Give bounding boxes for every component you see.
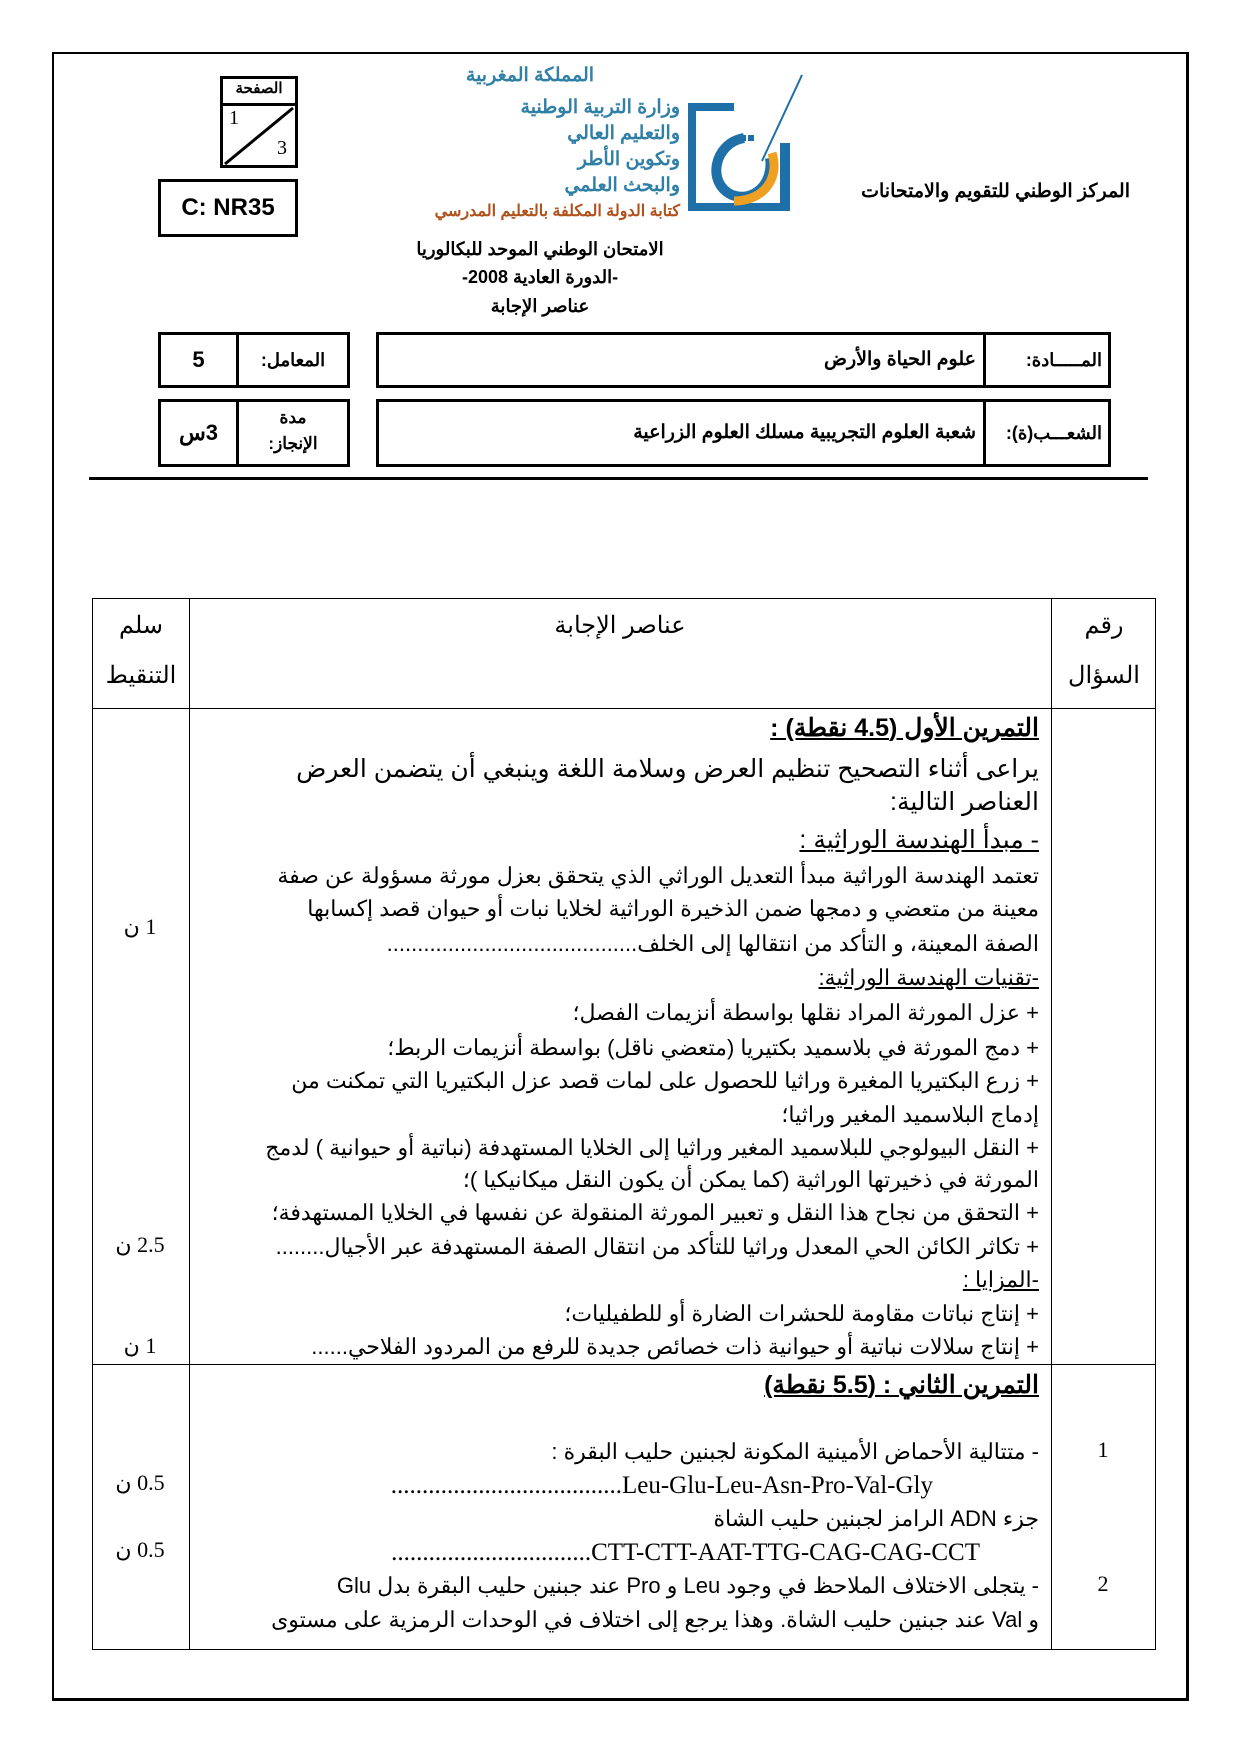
ministry-line: وزارة التربية الوطنية (520, 97, 680, 118)
duration-label: مدة (279, 408, 307, 427)
subject-box (376, 332, 1111, 388)
sequence-line: ................................CTT-CTT-AAT-TTG-CAG-CAG-CCT (391, 1539, 980, 1566)
score-value: 0.5 ن (115, 1537, 165, 1562)
score-column-header: التنقيط (105, 662, 177, 689)
answer-line: + إنتاج نباتات مقاومة للحشرات الضارة أو للطفيليات؛ (564, 1301, 1039, 1326)
score-value: 1 ن (123, 1333, 157, 1358)
answer-line: يراعى أثناء التصحيح تنظيم العرض وسلامة اللغة وينبغي أن يتضمن العرض (296, 755, 1039, 783)
answer-line: إدماج البلاسميد المغير وراثيا؛ (781, 1102, 1039, 1127)
header-divider (89, 477, 1148, 480)
exercise-2-title: التمرين الثاني : (5.5 نقطة) (764, 1371, 1039, 1399)
question-number: 1 (1097, 1437, 1109, 1462)
answer-line: + تكاثر الكائن الحي المعدل وراثيا للتأكد من انتقال الصفة المستهدفة عبر الأجيال........ (275, 1234, 1039, 1259)
subject-value: علوم الحياة والأرض (823, 349, 976, 370)
exam-code: C: NR35 (158, 179, 298, 237)
duration-value: 3س (161, 402, 239, 464)
coefficient-label: المعامل: (260, 350, 326, 370)
page-label: الصفحة (223, 79, 295, 106)
exercise-1-title: التمرين الأول (4.5 نقطة) : (770, 714, 1039, 742)
answer-line: + النقل البيولوجي للبلاسميد المغير وراثيا إلى الخلايا المستهدفة (نباتية أو حيوانية ) لدمج (265, 1135, 1039, 1160)
ministry-line: والتعليم العالي (567, 123, 680, 144)
answer-line: -المزايا : (962, 1267, 1039, 1292)
exercise-divider (93, 1364, 1155, 1365)
answer-line: + زرع البكتيريا المغيرة وراثيا للحصول على لمات قصد عزل البكتيريا التي تمكنت من (291, 1068, 1039, 1093)
coefficient-box (158, 332, 350, 388)
duration-label: الإنجاز: (268, 434, 318, 453)
answer-line: الصفة المعينة، و التأكد من انتقالها إلى الخلف......................................... (386, 931, 1039, 956)
answer-line: جزء ADN الرامز لجبنين حليب الشاة (713, 1506, 1039, 1531)
question-column-header: رقم (1084, 612, 1124, 639)
branch-label: الشعـــب(ة): (983, 402, 1108, 464)
answer-line: - متتالية الأحماض الأمينية المكونة لجبنين حليب البقرة : (551, 1439, 1039, 1464)
answer-line: العناصر التالية: (890, 788, 1039, 816)
score-value: 2.5 ن (115, 1232, 165, 1257)
page-current: 1 (229, 107, 239, 129)
kingdom-text: المملكة المغربية (465, 65, 595, 86)
header-row-divider (93, 708, 1155, 709)
center-name: المركز الوطني للتقويم والامتحانات (861, 181, 1130, 202)
answer-line: - يتجلى الاختلاف الملاحظ في وجود Leu و Pro عند جبنين حليب البقرة بدل Glu (336, 1573, 1039, 1598)
answer-line: تعتمد الهندسة الوراثية مبدأ التعديل الوراثي الذي يتحقق بعزل مورثة مسؤولة عن صفة (277, 863, 1039, 888)
question-number: 2 (1097, 1571, 1109, 1596)
subject-label: المـــــادة: (983, 335, 1108, 385)
answer-line: + التحقق من نجاح هذا النقل و تعبير المورثة المنقولة عن نفسها في الخلايا المستهدفة؛ (271, 1200, 1039, 1225)
answer-line: المورثة في ذخيرتها الوراثية (كما يمكن أن يكون النقل ميكانيكيا )؛ (462, 1167, 1039, 1192)
answer-line: و Val عند جبنين حليب الشاة. وهذا يرجع إلى اختلاف في الوحدات الرمزية على مستوى (271, 1607, 1039, 1632)
score-column-header: سلم (118, 612, 164, 639)
answer-line: - مبدأ الهندسة الوراثية : (799, 826, 1039, 854)
sequence-line: .....................................Leu-Glu-Leu-Asn-Pro-Val-Gly (390, 1472, 933, 1499)
doc-type: عناصر الإجابة (490, 296, 590, 316)
score-value: 0.5 ن (115, 1470, 165, 1495)
page-total: 3 (277, 137, 287, 159)
answer-column-header: عناصر الإجابة (554, 612, 686, 639)
coefficient-value: 5 (161, 335, 239, 385)
ministry-line: وتكوين الأطر (577, 149, 680, 170)
secretariat-text: كتابة الدولة المكلفة بالتعليم المدرسي (434, 203, 680, 220)
page-number-box (220, 76, 298, 168)
answer-line: + دمج المورثة في بلاسميد بكتيريا (متعضي ناقل) بواسطة أنزيمات الربط؛ (387, 1035, 1039, 1060)
answer-line: -تقنيات الهندسة الوراثية: (818, 965, 1039, 990)
duration-box (158, 399, 350, 467)
exam-title: الامتحان الوطني الموحد للبكالوريا (416, 239, 664, 259)
answer-line: معينة من متعضي و دمجها ضمن الذخيرة الوراثية لخلايا نبات أو حيوان قصد إكسابها (307, 896, 1039, 921)
answer-line: + عزل المورثة المراد نقلها بواسطة أنزيمات الفصل؛ (572, 1000, 1039, 1025)
score-value: 1 ن (123, 914, 157, 939)
answer-line: + إنتاج سلالات نباتية أو حيوانية ذات خصائص جديدة للرفع من المردود الفلاحي...... (311, 1334, 1039, 1359)
ministry-logo-icon (684, 73, 806, 215)
ministry-line: والبحث العلمي (564, 175, 680, 196)
question-column-header: السؤال (1068, 662, 1140, 689)
column-divider (1051, 599, 1052, 1649)
branch-box (376, 399, 1111, 467)
exam-session: -الدورة العادية 2008- (461, 267, 619, 287)
branch-value: شعبة العلوم التجريبية مسلك العلوم الزراعية (633, 422, 976, 443)
